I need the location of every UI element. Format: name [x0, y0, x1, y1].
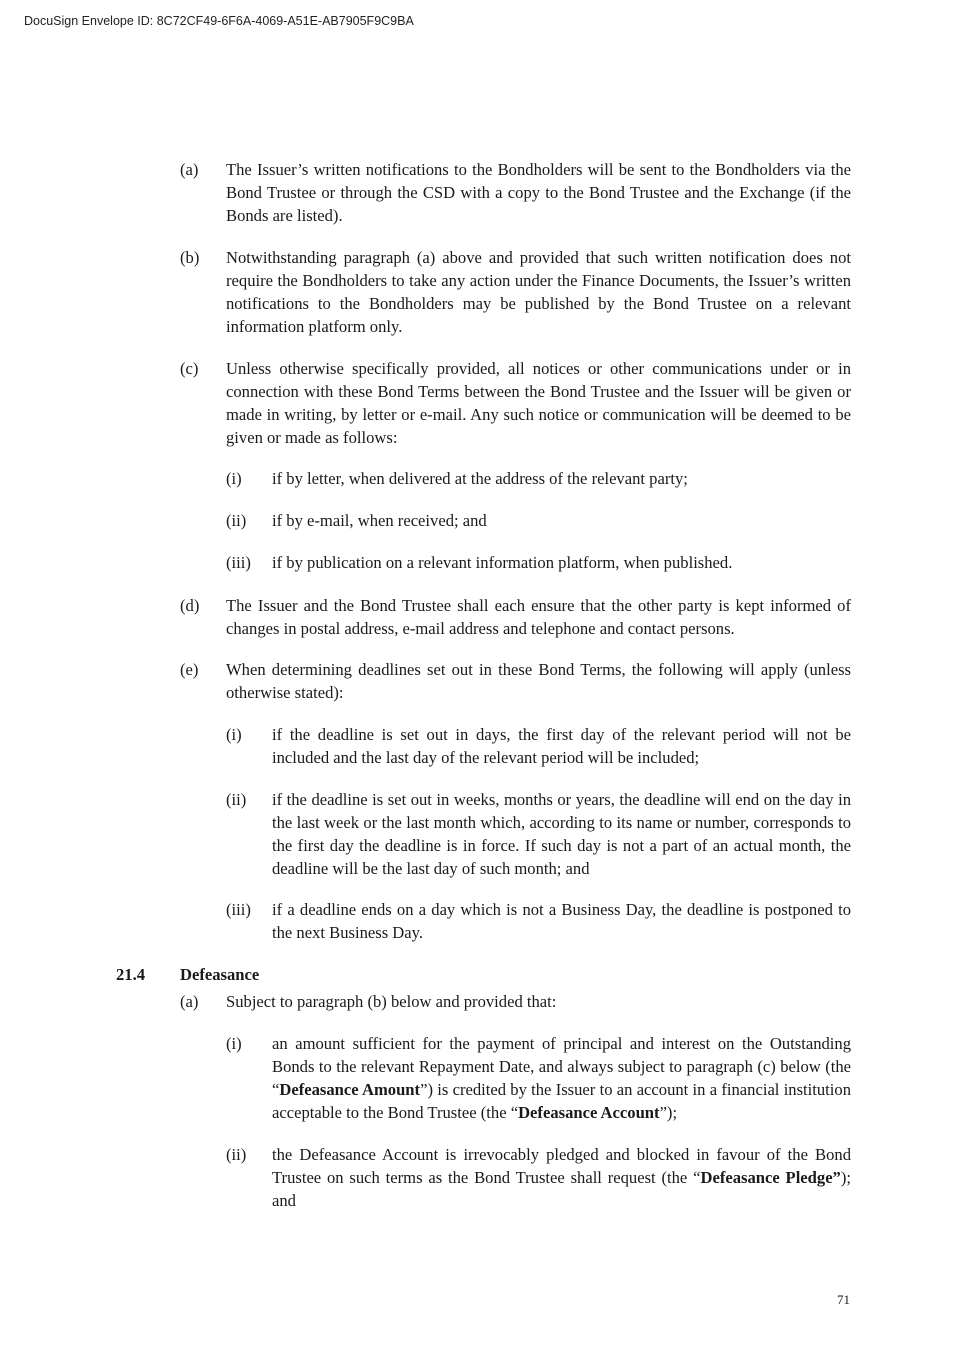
clause-text: When determining deadlines set out in these Bond Terms, the following will apply (unless otherwise stated): [226, 660, 851, 702]
text-run: ”) is credited by the Issuer to an account in a financial institution acceptable to the Bond Trustee (the “ [272, 1080, 851, 1122]
text-run: ”); [659, 1103, 678, 1122]
clause-c [180, 357, 851, 449]
subclause-label: (ii) [226, 790, 247, 809]
subclause-text: if by letter, when delivered at the address of the relevant party; [272, 469, 688, 488]
defeasance-clause-a [180, 990, 851, 1013]
subclause-label: (i) [226, 725, 242, 744]
clause-text: The Issuer and the Bond Trustee shall each ensure that the other party is kept informed of changes in postal address, e-mail address and telephone and contact persons. [226, 596, 851, 638]
subclause-e-i [226, 723, 851, 769]
defined-term-defeasance-pledge: Defeasance Pledge” [700, 1168, 841, 1187]
subclause-c-iii [226, 551, 851, 574]
subclause-label: (i) [226, 469, 242, 488]
docusign-envelope-id: DocuSign Envelope ID: 8C72CF49-6F6A-4069-A51E-AB7905F9C9BA [24, 14, 414, 28]
clause-label: (a) [180, 160, 199, 179]
section-title: Defeasance [180, 965, 260, 984]
subclause-text: if the deadline is set out in weeks, months or years, the deadline will end on the day in the last week or the last month which, according to its name or number, corresponds to the first day the deadline is in force. If such day is not a part of an actual month, the deadline will be the last day of such month; and [272, 790, 851, 878]
clause-text: Subject to paragraph (b) below and provided that: [226, 992, 557, 1011]
subclause-text: if the deadline is set out in days, the first day of the relevant period will not be included and the last day of the relevant period will be included; [272, 725, 851, 767]
clause-a [180, 158, 851, 227]
clause-text: Notwithstanding paragraph (a) above and provided that such written notification does not require the Bondholders to take any action under the Finance Documents, the Issuer’s written notifications to the Bondholders may be published by the Bond Trustee on a relevant information platform only. [226, 248, 851, 336]
subclause-c-i [226, 467, 851, 490]
clause-text: The Issuer’s written notifications to the Bondholders will be sent to the Bondholders via the Bond Trustee or through the CSD with a copy to the Bond Trustee and the Exchange (if the Bonds are listed). [226, 160, 851, 225]
clause-label: (d) [180, 596, 200, 615]
subclause-c-ii [226, 509, 851, 532]
subclause-label: (ii) [226, 511, 247, 530]
subclause-text: if by publication on a relevant information platform, when published. [272, 553, 733, 572]
clause-b [180, 246, 851, 338]
clause-d [180, 594, 851, 640]
subclause-e-iii [226, 898, 851, 944]
subclause-label: (iii) [226, 553, 251, 572]
subclause-text [272, 1032, 851, 1124]
clause-text: Unless otherwise specifically provided, all notices or other communications under or in connection with these Bond Terms between the Bond Trustee and the Issuer will be given or made in writing, by letter or e-mail. Any such notice or communication will be deemed to be given or made as follows: [226, 359, 851, 447]
subclause-text: if a deadline ends on a day which is not a Business Day, the deadline is postponed to the next Business Day. [272, 900, 851, 942]
clause-label: (c) [180, 359, 199, 378]
clause-e [180, 658, 851, 704]
clause-label: (e) [180, 660, 199, 679]
subclause-e-ii [226, 788, 851, 880]
text-run: ); and [272, 1168, 851, 1210]
text-run: an amount sufficient for the payment of principal and interest on the Outstanding Bonds to the relevant Repayment Date, and always subject to paragraph (c) below (the “ [272, 1034, 851, 1099]
page-number: 71 [837, 1292, 850, 1307]
subclause-text: if by e-mail, when received; and [272, 511, 487, 530]
subclause-label: (ii) [226, 1145, 247, 1164]
section-number: 21.4 [116, 965, 146, 984]
clause-label: (a) [180, 992, 199, 1011]
defined-term-defeasance-account: Defeasance Account [518, 1103, 660, 1122]
subclause-label: (i) [226, 1034, 242, 1053]
clause-label: (b) [180, 248, 200, 267]
defeasance-subclause-ii [226, 1143, 851, 1212]
subclause-label: (iii) [226, 900, 251, 919]
defined-term-defeasance-amount: Defeasance Amount [279, 1080, 421, 1099]
subclause-text [272, 1143, 851, 1212]
text-run: the Defeasance Account is irrevocably pledged and blocked in favour of the Bond Trustee on such terms as the Bond Trustee shall request (the “ [272, 1145, 851, 1187]
defeasance-subclause-i [226, 1032, 851, 1124]
